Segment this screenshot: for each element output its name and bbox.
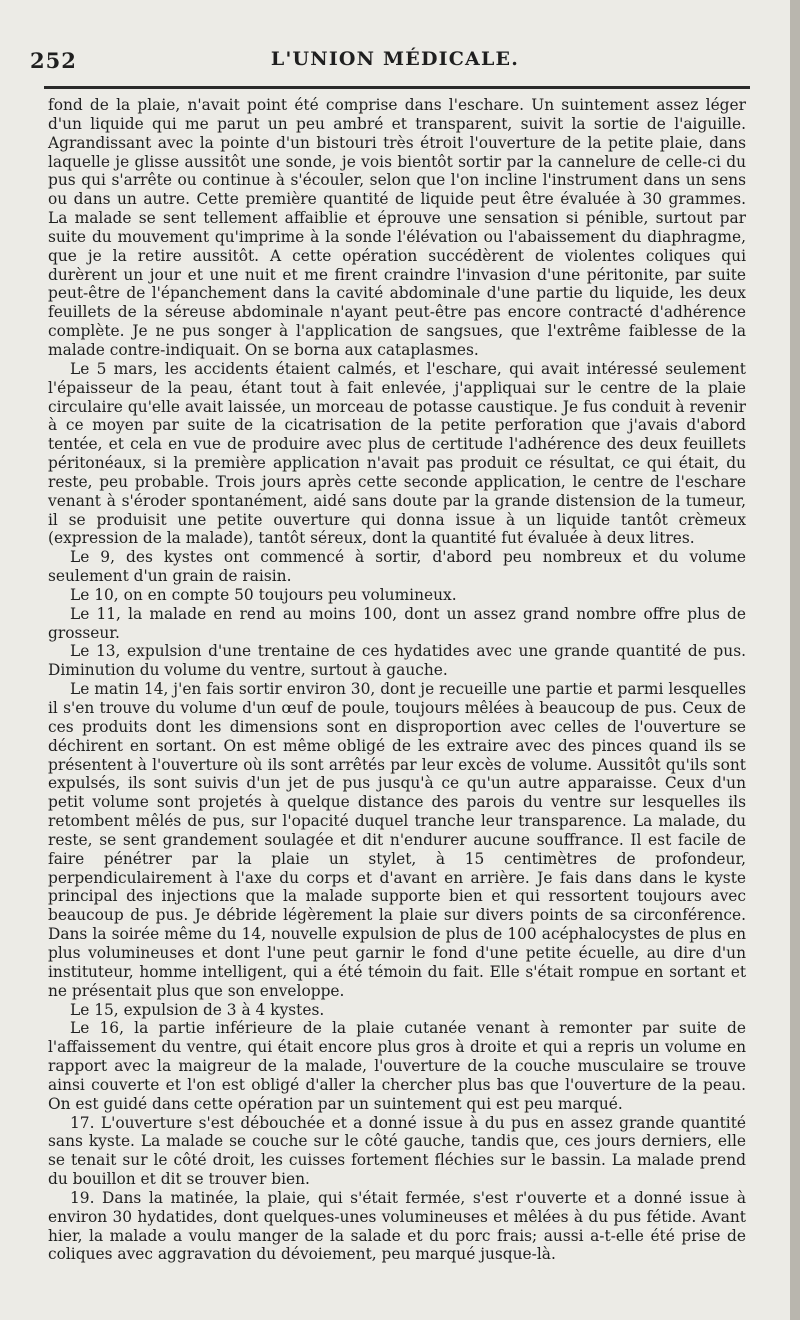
paragraph-le-10: Le 10, on en compte 50 toujours peu volumineux. [70,585,457,604]
page-number: 252 [30,48,77,73]
paragraph-continuation: fond de la plaie, n'avait point été comprise dans l'eschare. Un suintement assez léger d'un liquide qui me parut un peu ambré et transparent, suivit la sortie de l'aiguille. Agrandissant avec la pointe d'un bistouri très étroit l'ouverture de la petite plaie, dans laquelle je glisse aussitôt une sonde, je vois bientôt sortir par la cannelure de celle-ci du pus qui s'arrête ou continue à s'écouler, selon que l'on incline l'instrument dans un sens ou dans un autre. Cette première quantité de liquide peut être évaluée à 30 grammes. La malade se sent tellement affaiblie et éprouve une sensation si pénible, surtout par suite du mouvement qu'imprime à la sonde l'élévation ou l'abaissement du diaphragme, que je la retire aussitôt. A cette opération succédèrent de violentes coliques qui durèrent un jour et une nuit et me firent craindre l'invasion d'une péritonite, par suite peut-être de l'épanchement dans la cavité abdominale d'une partie du liquide, les deux feuillets de la séreuse abdominale n'ayant peut-être pas encore contracté d'adhérence complète. Je ne pus songer à l'application de sangsues, que l'extrême faiblesse de la malade contre-indiquait. On se borna aux cataplasmes. [48,96,746,359]
paragraph-5-mars: Le 5 mars, les accidents étaient calmés, et l'eschare, qui avait intéressé seulement l'épaisseur de la peau, étant tout à fait enlevée, j'appliquai sur le centre de la plaie circulaire qu'elle avait laissée, un morceau de potasse caustique. Je fus conduit à revenir à ce moyen par suite de la cicatrisation de la petite perforation que j'avais d'abord tentée, et cela en vue de produire avec plus de certitude l'adhérence des deux feuillets péritonéaux, si la première application n'avait pas produit ce résultat, ce qui était, du reste, peu probable. Trois jours après cette seconde application, le centre de l'eschare venant à s'éroder spontanément, aidé sans doute par la grande distension de la tumeur, il se produisit une petite ouverture qui donna issue à un liquide tantôt crèmeux (expression de la malade), tantôt séreux, dont la quantité fut évaluée à deux litres. [48,359,746,548]
paragraph-17: 17. L'ouverture s'est débouchée et a donné issue à du pus en assez grande quantité sans kyste. La malade se couche sur le côté gauche, tandis que, ces jours derniers, elle se tenait sur le côté droit, les cuisses fortement fléchies sur le bassin. La malade prend du bouillon et dit se trouver bien. [48,1113,746,1189]
paragraph-le-9: Le 9, des kystes ont commencé à sortir, d'abord peu nombreux et du volume seulement d'un grain de raisin. [48,548,746,586]
running-title: L'UNION MÉDICALE. [270,48,520,70]
paragraph-le-15: Le 15, expulsion de 3 à 4 kystes. [70,1000,325,1019]
paragraph-le-13: Le 13, expulsion d'une trentaine de ces hydatides avec une grande quantité de pus. Diminution du volume du ventre, surtout à gauche. [48,642,746,680]
paragraph-le-11: Le 11, la malade en rend au moins 100, dont un assez grand nombre offre plus de grosseur. [48,604,746,642]
page-header [30,48,760,78]
header-rule [44,86,750,89]
paragraph-le-14: Le matin 14, j'en fais sortir environ 30, dont je recueille une partie et parmi lesquelles il s'en trouve du volume d'un œuf de poule, toujours mêlées à beaucoup de pus. Ceux de ces produits dont les dimensions sont en disproportion avec celles de l'ouverture se déchirent en sortant. On est même obligé de les extraire avec des pinces quand ils se présentent à l'ouverture où ils sont arrêtés par leur excès de volume. Aussitôt qu'ils sont expulsés, ils sont suivis d'un jet de pus jusqu'à ce qu'un autre apparaisse. Ceux d'un petit volume sont projetés à quelque distance des parois du ventre sur lesquelles ils retombent mêlés de pus, sur l'opacité duquel tranche leur transparence. La malade, du reste, se sent grandement soulagée et dit n'endurer aucune souffrance. Il est facile de faire pénétrer par la plaie un stylet, à 15 centimètres de profondeur, perpendiculairement à l'axe du corps et d'avant en arrière. Je fais dans dans le kyste principal des injections que la malade supporte bien et qui ressortent toujours avec beaucoup de pus. Je débride légèrement la plaie sur divers points de sa circonférence. Dans la soirée même du 14, nouvelle expulsion de plus de 100 acéphalocystes de plus en plus volumineuses et dont l'une peut garnir le fond d'une petite écuelle, au dire d'un instituteur, homme intelligent, qui a été témoin du fait. Elle s'était rompue en sortant et ne présentait plus que son enveloppe. [48,680,746,1000]
paragraph-19: 19. Dans la matinée, la plaie, qui s'était fermée, s'est r'ouverte et a donné issue à environ 30 hydatides, dont quelques-unes volumineuses et mêlées à du pus fétide. Avant hier, la malade a voulu manger de la salade et du porc frais; aussi a-t-elle été prise de coliques avec aggravation du dévoiement, peu marqué jusque-là. [48,1188,746,1264]
article-body [48,96,746,1264]
paragraph-le-16: Le 16, la partie inférieure de la plaie cutanée venant à remonter par suite de l'affaissement du ventre, qui était encore plus gros à droite et qui a repris un volume en rapport avec la maigreur de la malade, l'ouverture de la couche musculaire se trouve ainsi couverte et l'on est obligé d'aller la chercher plus bas que l'ouverture de la peau. On est guidé dans cette opération par un suintement qui est peu marqué. [48,1019,746,1113]
